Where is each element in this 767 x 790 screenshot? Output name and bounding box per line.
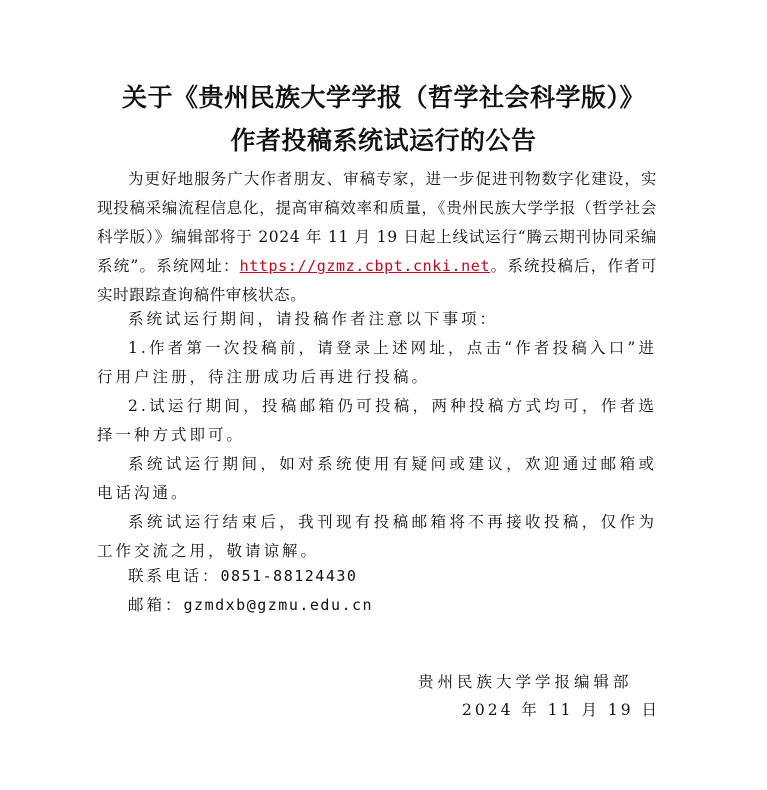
email-label: 邮箱：: [128, 596, 184, 614]
title-line-1: 关于《贵州民族大学学报（哲学社会科学版）》: [121, 83, 645, 112]
phone-label: 联系电话：: [128, 567, 221, 585]
after-trial-paragraph: 系统试运行结束后，我刊现有投稿邮箱将不再接收投稿，仅作为工作交流之用，敬请谅解。: [97, 513, 657, 560]
system-url-link[interactable]: https://gzmz.cbpt.cnki.net: [239, 257, 491, 275]
signature-date: 2024 年 11 月 19 日: [462, 701, 661, 719]
title-line-2: 作者投稿系统试运行的公告: [230, 126, 537, 155]
phone-value: 0851-88124430: [220, 567, 358, 585]
intro-paragraph: [97, 165, 657, 310]
notice-heading: 系统试运行期间，请投稿作者注意以下事项：: [128, 310, 499, 328]
notice-item-2: 2.试运行期间，投稿邮箱仍可投稿，两种投稿方式均可，作者选择一种方式即可。: [97, 397, 657, 444]
intro-text-before-url: 为更好地服务广大作者朋友、审稿专家，进一步促进刊物数字化建设，实现投稿采编流程信息化，提高审稿效率和质量，《贵州民族大学学报（哲学社会科学版）》编辑部将于 2024 年 11 月 19 日起上线试运行“腾云期刊协同采编系统”。系统网址：: [97, 170, 657, 275]
notice-item-1: 1.作者第一次投稿前，请登录上述网址，点击“作者投稿入口”进行用户注册，待注册成功后再进行投稿。: [97, 339, 657, 386]
intro-text-after-url: 。系统投稿后，作者可实时跟踪查询稿件审核状态。: [97, 257, 657, 304]
contact-email: [97, 591, 657, 620]
email-value[interactable]: gzmdxb@gzmu.edu.cn: [183, 596, 374, 614]
signature-organization: 贵州民族大学学报编辑部: [418, 673, 633, 691]
feedback-paragraph: 系统试运行期间，如对系统使用有疑问或建议，欢迎通过邮箱或电话沟通。: [97, 455, 657, 502]
contact-phone: [97, 562, 657, 591]
